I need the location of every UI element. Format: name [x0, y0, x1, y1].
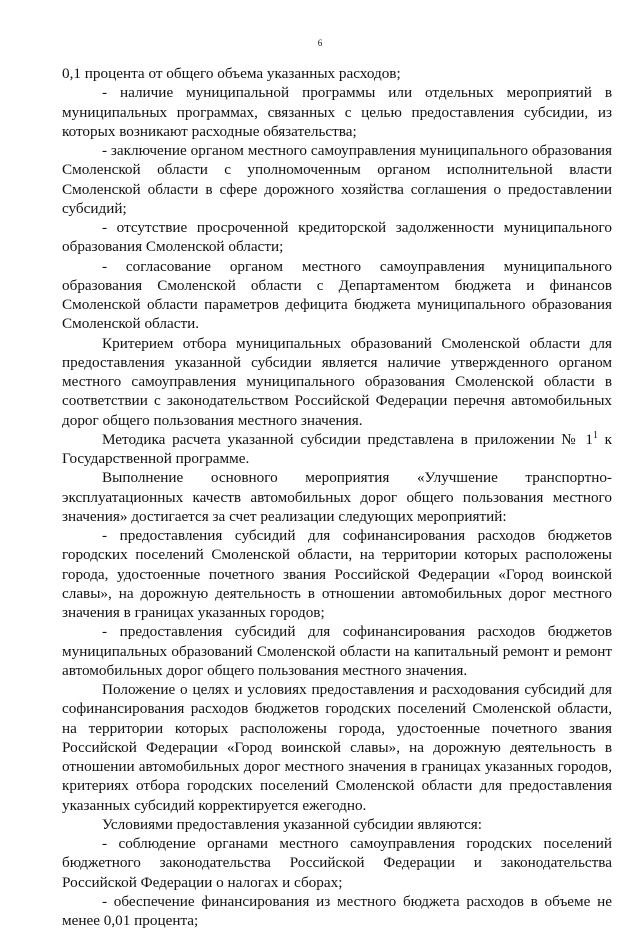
document-body — [62, 64, 612, 930]
page-number: 6 — [317, 38, 323, 48]
bullet-item: - наличие муниципальной программы или отдельных мероприятий в муниципальных программах, связанных с целью предоставления субсидии, из которых возникают расходные обязательства; — [62, 84, 612, 140]
bullet-item: - отсутствие просроченной кредиторской задолженности муниципального образования Смоленской области; — [62, 219, 612, 256]
bullet-item: - согласование органом местного самоуправления муниципального образования Смоленской области с Департаментом бюджета и финансов Смоленской области параметров дефицита бюджета муниципального образования Смоленской области. — [62, 257, 612, 333]
bullet-item: - предоставления субсидий для софинансирования расходов бюджетов муниципальных образований Смоленской области на капитальный ремонт и ремонт автомобильных дорог общего пользования местного значения. — [62, 623, 612, 679]
footnote-marker: 1 — [592, 429, 598, 441]
bullet-item: - предоставления субсидий для софинансирования расходов бюджетов городских поселений Смоленской области, на территории которых расположены города, удостоенные почетного звания Российской Федерации «Город воинской славы», на дорожную деятельность в отношении автомобильных дорог местного значения в границах указанных городов; — [62, 527, 612, 621]
paragraph-text: Методика расчета указанной субсидии представлена в приложении № 1 — [102, 430, 593, 448]
bullet-item: - соблюдение органами местного самоуправления городских поселений бюджетного законодательства Российской Федерации и законодательства Российской Федерации о налогах и сборах; — [62, 835, 612, 891]
paragraph: Условиями предоставления указанной субсидии являются: — [102, 815, 482, 833]
paragraph: 0,1 процента от общего объема указанных расходов; — [62, 65, 401, 82]
bullet-item: - заключение органом местного самоуправления муниципального образования Смоленской области с уполномоченным органом исполнительной власти Смоленской области в сфере дорожного хозяйства соглашения о предоставлении субсидий; — [62, 142, 612, 217]
paragraph: Выполнение основного мероприятия «Улучшение транспортно-эксплуатационных качеств автомобильных дорог общего пользования местного значения» достигается за счет реализации следующих мероприятий: — [62, 469, 612, 525]
paragraph-with-footnote — [62, 430, 612, 469]
bullet-item: - обеспечение финансирования из местного бюджета расходов в объеме не менее 0,01 процента; — [62, 892, 612, 929]
paragraph: Критерием отбора муниципальных образований Смоленской области для предоставления указанной субсидии является наличие утвержденного органом местного самоуправления муниципального образования Смоленской области в соответствии с законодательством Российской Федерации перечня автомобильных дорог общего пользования местного значения. — [62, 334, 612, 429]
paragraph-text: к Государственной программе. — [62, 430, 612, 467]
paragraph: Положение о целях и условиях предоставления и расходования субсидий для софинансирования расходов бюджетов городских поселений Смоленской области, на территории которых расположены города, удостоенные почетного звания Российской Федерации «Город воинской славы», на дорожную деятельность в отношении автомобильных дорог местного значения в границах указанных городов, критериях отбора городских поселений Смоленской области для предоставления указанных субсидий корректируется ежегодно. — [62, 681, 612, 814]
